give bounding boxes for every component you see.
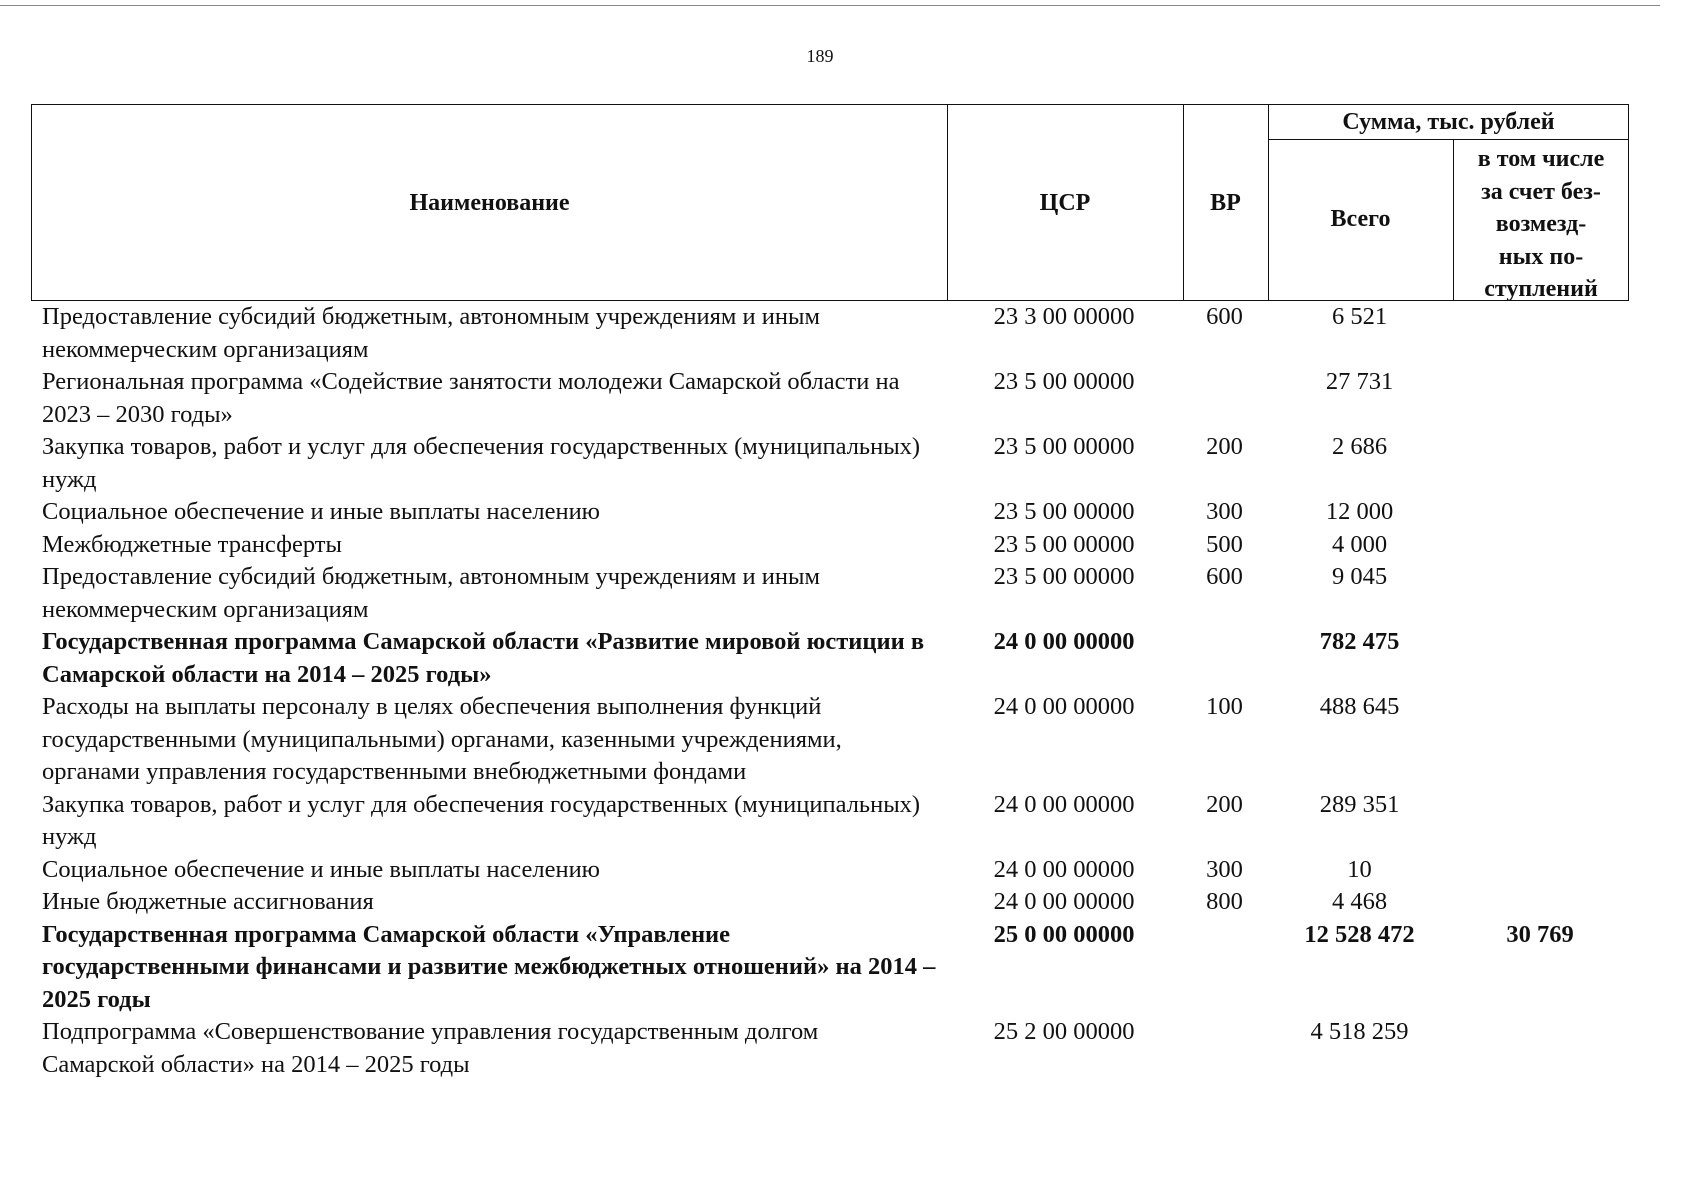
table-row [31, 691, 1629, 789]
row-csr: 23 5 00 00000 [993, 498, 1135, 525]
row-total: 27 731 [1325, 368, 1394, 395]
header-free-line: ступлений [1484, 276, 1598, 302]
table-row [31, 1016, 1629, 1081]
budget-table [31, 104, 1629, 1081]
row-name: Иные бюджетные ассигнования [42, 888, 374, 915]
row-name: Государственная программа Самарской области «Управление государственными финансами и развитие межбюджетных отношений» на 2014 – 2025 годы [42, 920, 936, 1013]
table-header [31, 104, 1629, 301]
table-row-program [31, 626, 1629, 691]
header-vr: ВР [1210, 189, 1241, 216]
row-vr: 500 [1206, 530, 1243, 558]
header-free-line: ных по- [1498, 243, 1584, 270]
table-row [31, 561, 1629, 626]
row-vr: 300 [1206, 855, 1243, 883]
row-total: 782 475 [1319, 628, 1400, 655]
row-vr: 300 [1206, 498, 1243, 525]
row-total: 2 686 [1331, 433, 1388, 460]
table-row [31, 366, 1629, 431]
row-name: Государственная программа Самарской области «Развитие мировой юстиции в Самарской области на 2014 – 2025 годы» [42, 628, 925, 688]
table-row [31, 886, 1629, 919]
row-name: Межбюджетные трансферты [42, 530, 342, 558]
row-free [1452, 1016, 1628, 1081]
row-free [1452, 626, 1628, 691]
table-row [31, 431, 1629, 496]
page-number: 189 [806, 46, 834, 66]
row-total: 4 518 259 [1310, 1018, 1409, 1045]
row-name: Социальное обеспечение и иные выплаты населению [42, 498, 600, 525]
table-body [31, 301, 1629, 1081]
row-free [1452, 529, 1628, 562]
row-free [1452, 496, 1628, 529]
row-total: 4 000 [1331, 530, 1388, 558]
row-free [1452, 561, 1628, 626]
row-vr: 600 [1206, 303, 1243, 330]
row-csr: 24 0 00 00000 [993, 628, 1135, 655]
row-total: 289 351 [1319, 790, 1400, 818]
row-free: 30 769 [1506, 920, 1574, 948]
row-name: Подпрограмма «Совершенствование управления государственным долгом Самарской области» на 2014 – 2025 годы [42, 1018, 819, 1078]
header-free-line: за счет без- [1481, 178, 1601, 205]
row-csr: 23 3 00 00000 [993, 303, 1135, 330]
row-name: Региональная программа «Содействие занятости молодежи Самарской области на 2023 – 2030 годы» [42, 368, 900, 428]
row-vr: 200 [1206, 433, 1243, 460]
header-free-of-charge [1453, 143, 1629, 306]
row-csr: 24 0 00 00000 [993, 888, 1135, 915]
row-vr: 100 [1206, 693, 1243, 720]
row-free [1452, 691, 1628, 789]
row-vr [1182, 626, 1267, 691]
header-total: Всего [1330, 206, 1391, 232]
row-vr [1182, 1016, 1267, 1081]
row-total: 10 [1347, 855, 1372, 883]
top-rule [0, 0, 1660, 6]
header-csr: ЦСР [1039, 189, 1091, 216]
row-name: Социальное обеспечение и иные выплаты населению [42, 855, 600, 883]
row-csr: 24 0 00 00000 [993, 855, 1135, 883]
table-row [31, 496, 1629, 529]
header-free-line: возмезд- [1495, 211, 1587, 237]
row-csr: 25 2 00 00000 [993, 1018, 1135, 1045]
row-total: 6 521 [1331, 303, 1388, 330]
header-sum: Сумма, тыс. рублей [1342, 109, 1555, 135]
table-row-program [31, 919, 1629, 1017]
row-csr: 23 5 00 00000 [993, 433, 1135, 460]
row-total: 12 528 472 [1304, 920, 1415, 948]
table-row [31, 854, 1629, 887]
row-name: Закупка товаров, работ и услуг для обеспечения государственных (муниципальных) нужд [42, 433, 921, 493]
row-free [1452, 789, 1628, 854]
table-row [31, 301, 1629, 366]
header-free-line: в том числе [1477, 146, 1605, 172]
row-csr: 24 0 00 00000 [993, 790, 1135, 818]
row-name: Предоставление субсидий бюджетным, автономным учреждениям и иным некоммерческим организациям [42, 303, 820, 363]
row-free [1452, 854, 1628, 887]
row-total: 4 468 [1331, 888, 1388, 915]
row-name: Закупка товаров, работ и услуг для обеспечения государственных (муниципальных) нужд [42, 790, 921, 850]
row-free [1452, 301, 1628, 366]
row-vr [1182, 366, 1267, 431]
row-name: Предоставление субсидий бюджетным, автономным учреждениям и иным некоммерческим организациям [42, 563, 820, 623]
row-vr [1182, 919, 1267, 1017]
row-csr: 23 5 00 00000 [993, 368, 1135, 395]
row-total: 488 645 [1319, 693, 1400, 720]
row-free [1452, 886, 1628, 919]
table-row [31, 529, 1629, 562]
row-total: 12 000 [1325, 498, 1394, 525]
row-free [1452, 431, 1628, 496]
row-csr: 23 5 00 00000 [993, 563, 1135, 590]
row-total: 9 045 [1331, 563, 1388, 590]
row-csr: 24 0 00 00000 [993, 693, 1135, 720]
row-free [1452, 366, 1628, 431]
row-csr: 25 0 00 00000 [993, 920, 1135, 948]
row-vr: 600 [1206, 563, 1243, 590]
row-name: Расходы на выплаты персоналу в целях обеспечения выполнения функций государственными (муниципальными) органами, казенными учреждениями, органами управления государственными внебюджетными фондами [42, 693, 842, 785]
row-csr: 23 5 00 00000 [993, 530, 1135, 558]
row-vr: 200 [1206, 790, 1243, 818]
row-vr: 800 [1206, 888, 1243, 915]
table-row [31, 789, 1629, 854]
header-name: Наименование [409, 189, 570, 216]
